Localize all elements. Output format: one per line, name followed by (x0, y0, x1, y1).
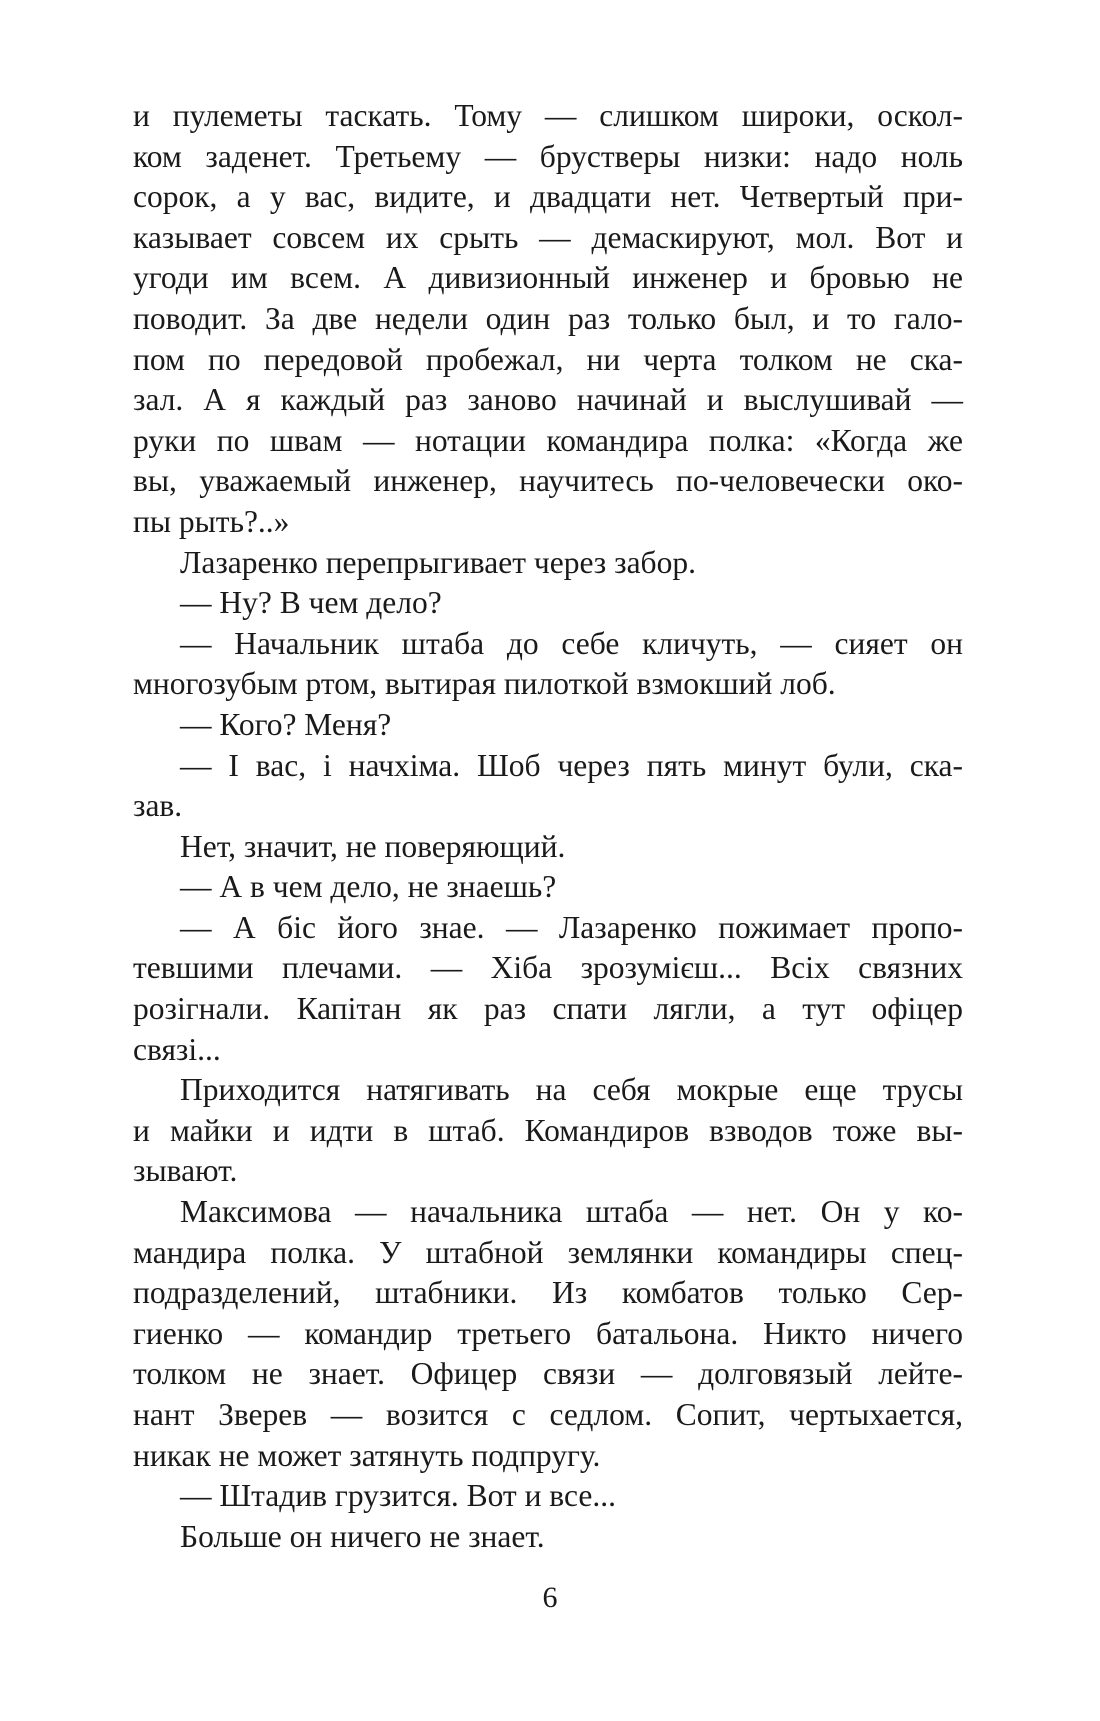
text-line: розігнали. Капітан як раз спати лягли, а тут офіцер (133, 991, 963, 1027)
text-line: Больше он ничего не знает. (180, 1518, 545, 1554)
text-line: сорок, а у вас, видите, и двадцати нет. Четвертый при- (133, 179, 963, 215)
text-line: Лазаренко перепрыгивает через забор. (180, 544, 696, 580)
text-line: — Ну? В чем дело? (180, 585, 442, 621)
text-line: ком заденет. Третьему — брустверы низки: надо ноль (133, 138, 963, 174)
text-line: поводит. За две недели один раз только был, и то гало- (133, 300, 963, 336)
text-line: казывает совсем их срыть — демаскируют, мол. Вот и (133, 219, 963, 255)
text-line: — І вас, і начхіма. Шоб через пять минут були, ска- (180, 747, 963, 783)
text-line: подразделений, штабники. Из комбатов только Сер- (133, 1275, 963, 1311)
text-line: Нет, значит, не поверяющий. (180, 828, 566, 864)
text-line: никак не может затянуть подпругу. (133, 1437, 601, 1473)
text-line: — А біс його знае. — Лазаренко пожимает пропо- (180, 909, 963, 945)
text-line: — Штадив грузится. Вот и все... (180, 1478, 616, 1514)
text-line: зав. (133, 788, 183, 824)
text-line: многозубым ртом, вытирая пилоткой взмокший лоб. (133, 666, 836, 702)
text-line: нант Зверев — возится с седлом. Сопит, чертыхается, (133, 1397, 963, 1432)
text-line: вы, уважаемый инженер, научитесь по-человечески око- (133, 463, 963, 499)
text-line: угоди им всем. А дивизионный инженер и бровью не (133, 260, 963, 296)
text-line: гиенко — командир третьего батальона. Никто ничего (133, 1315, 963, 1351)
text-line: мандира полка. У штабной землянки командиры спец- (133, 1234, 963, 1270)
text-line: Приходится натягивать на себя мокрые еще трусы (180, 1072, 963, 1108)
text-line: толком не знает. Офицер связи — долговязый лейте- (133, 1356, 963, 1392)
text-line: связі... (133, 1031, 221, 1067)
text-line: пом по передовой пробежал, ни черта толком не ска- (133, 341, 963, 377)
text-line: и пулеметы таскать. Тому — слишком широки, оскол- (133, 98, 963, 133)
text-line: зал. А я каждый раз заново начинай и выслушивай — (133, 382, 963, 418)
text-line: пы рыть?..» (133, 503, 290, 539)
text-line: — Начальник штаба до себе кличуть, — сияет он (180, 625, 963, 661)
text-line: руки по швам — нотации командира полка: «Когда же (133, 422, 963, 458)
text-line: тевшими плечами. — Хіба зрозумієш... Всіх связних (133, 950, 963, 986)
text-line: — Кого? Меня? (180, 706, 392, 742)
text-line: Максимова — начальника штаба — нет. Он у ко- (180, 1194, 963, 1230)
text-line: — А в чем дело, не знаешь? (180, 869, 557, 905)
text-line: зывают. (133, 1153, 238, 1189)
body-text (133, 96, 963, 1557)
page-number: 6 (542, 1581, 558, 1614)
text-line: и майки и идти в штаб. Командиров взводов тоже вы- (133, 1112, 963, 1148)
